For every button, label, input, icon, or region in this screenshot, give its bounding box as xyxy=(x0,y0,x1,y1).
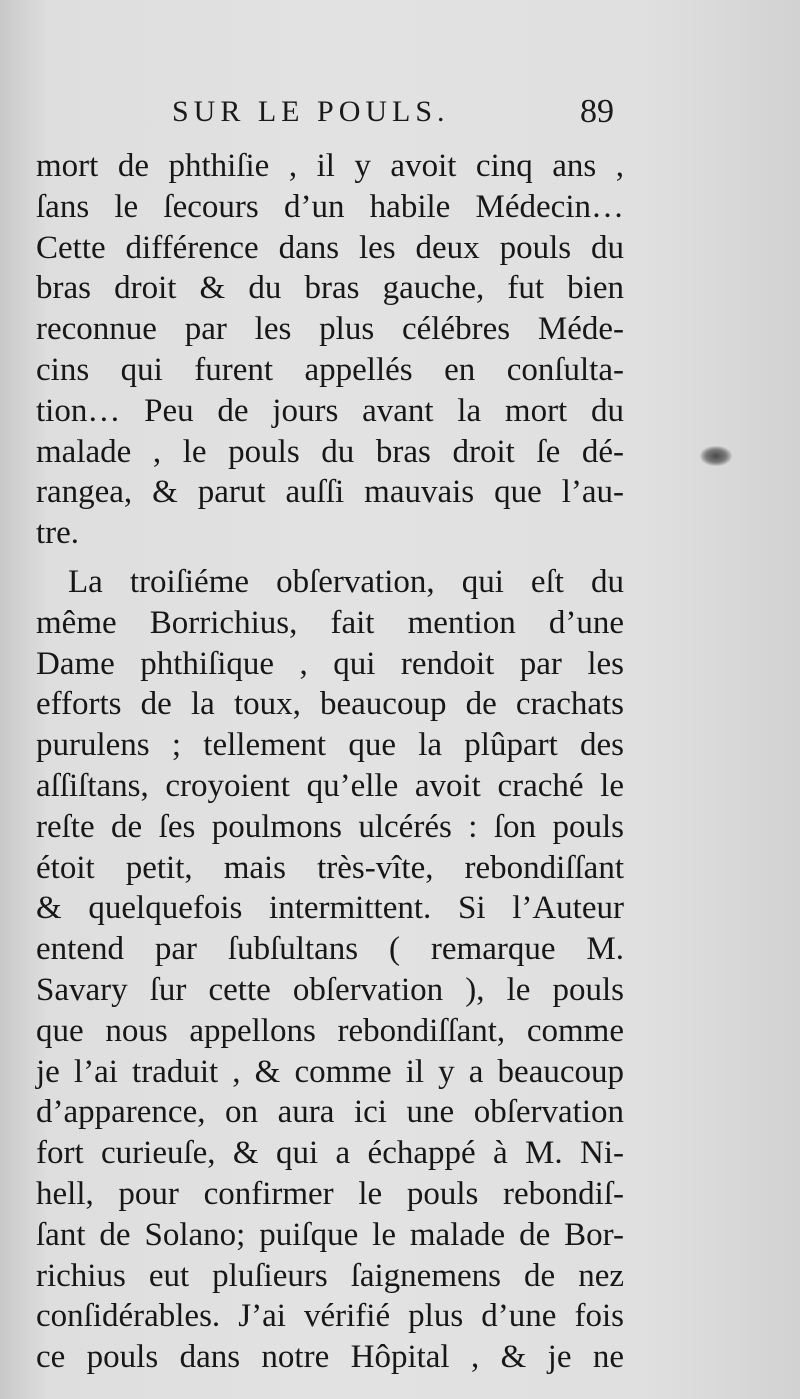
text-line: tre. xyxy=(36,515,80,552)
running-title: SUR LE POULS. xyxy=(172,95,450,128)
text-line: Savary ſur cette obſervation ), le pouls xyxy=(36,971,624,1008)
paragraph-2 xyxy=(36,562,624,1378)
text-line: cins qui furent appellés en conſulta- xyxy=(36,351,624,388)
text-line: tion… Peu de jours avant la mort du xyxy=(36,392,624,429)
text-line: aſſiſtans, croyoient qu’elle avoit craché le xyxy=(36,767,624,804)
text-line: Dame phthiſique , qui rendoit par les xyxy=(36,645,624,682)
text-line: ce pouls dans notre Hôpital , & je ne xyxy=(36,1339,624,1376)
text-line: hell, pour confirmer le pouls rebondiſ- xyxy=(36,1175,624,1212)
text-line: Cette différence dans les deux pouls du xyxy=(36,229,624,266)
text-line: La troiſiéme obſervation, qui eſt du xyxy=(68,563,624,600)
paragraph-gap xyxy=(36,554,624,562)
text-line: je l’ai traduit , & comme il y a beaucoup xyxy=(36,1053,624,1090)
page-number: 89 xyxy=(580,93,614,130)
text-line: bras droit & du bras gauche, fut bien xyxy=(36,270,624,307)
text-line: ſans le ſecours d’un habile Médecin… xyxy=(36,188,624,225)
text-line: malade , le pouls du bras droit ſe dé- xyxy=(36,433,624,470)
text-line: & quelquefois intermittent. Si l’Auteur xyxy=(36,890,624,927)
text-line: reconnue par les plus célébres Méde- xyxy=(36,311,624,348)
text-line: entend par ſubſultans ( remarque M. xyxy=(36,931,624,968)
text-line: efforts de la toux, beaucoup de crachats xyxy=(36,686,624,723)
text-line: ſant de Solano; puiſque le malade de Bor- xyxy=(36,1216,624,1253)
text-line: fort curieuſe, & qui a échappé à M. Ni- xyxy=(36,1135,624,1172)
text-line: richius eut pluſieurs ſaignemens de nez xyxy=(36,1257,624,1294)
text-line: purulens ; tellement que la plûpart des xyxy=(36,727,624,764)
paragraph-1 xyxy=(36,146,624,554)
text-line: rangea, & parut auſſi mauvais que l’au- xyxy=(36,474,624,511)
page-header xyxy=(0,93,800,139)
text-line: même Borrichius, fait mention d’une xyxy=(36,604,624,641)
text-line: reſte de ſes poulmons ulcérés : ſon pouls xyxy=(36,808,624,845)
text-line: conſidérables. J’ai vérifié plus d’une fois xyxy=(36,1298,624,1335)
text-line: que nous appellons rebondiſſant, comme xyxy=(36,1012,624,1049)
ink-smudge xyxy=(700,446,732,466)
text-line: mort de phthiſie , il y avoit cinq ans , xyxy=(36,148,624,184)
body-text xyxy=(36,146,624,1378)
text-line: d’apparence, on aura ici une obſervation xyxy=(36,1094,624,1131)
text-line: étoit petit, mais très-vîte, rebondiſſant xyxy=(36,849,624,886)
